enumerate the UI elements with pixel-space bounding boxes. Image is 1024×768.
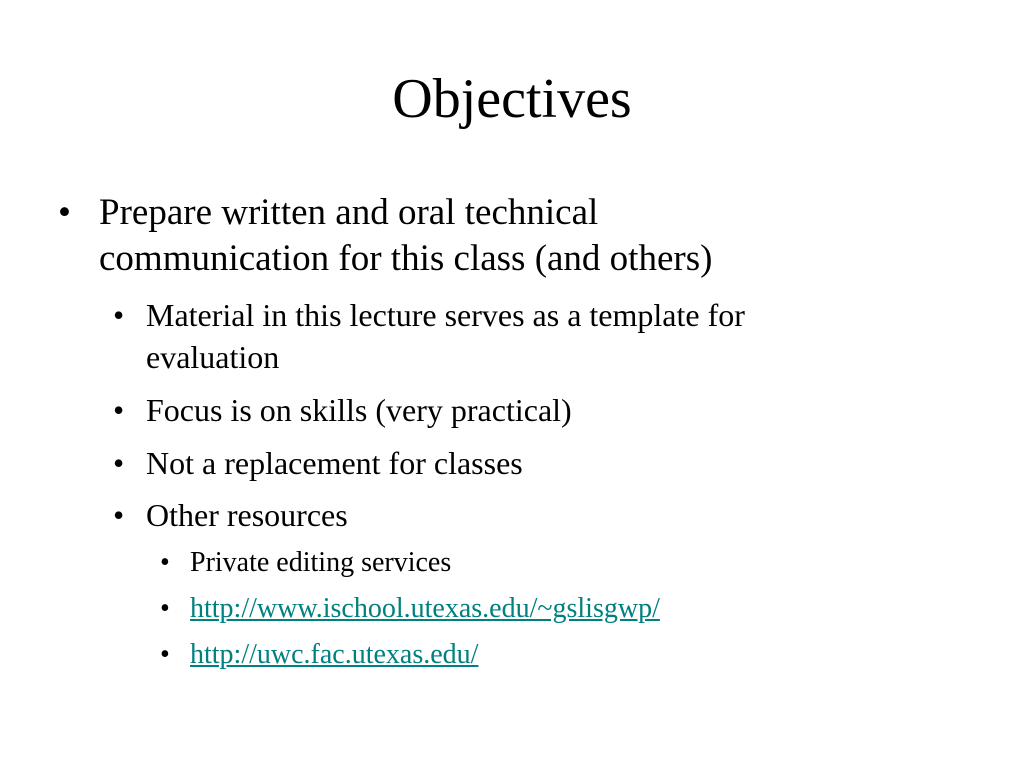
- bullet-marker: •: [113, 445, 125, 481]
- bullet-marker: •: [160, 639, 170, 670]
- resource-link-uwc[interactable]: http://uwc.fac.utexas.edu/: [190, 639, 479, 670]
- bullet-marker: •: [113, 297, 125, 333]
- resource-link-gslisgwp[interactable]: http://www.ischool.utexas.edu/~gslisgwp/: [190, 593, 660, 624]
- bullet-marker: •: [160, 593, 170, 624]
- bullet-marker: •: [58, 192, 71, 233]
- bullet-marker: •: [113, 497, 125, 533]
- sub-sub-bullet-text: Private editing services: [190, 547, 452, 578]
- bullet-marker: •: [160, 547, 170, 578]
- bullet-text-line: communication for this class (and others): [99, 238, 713, 279]
- bullet-text-line: Prepare written and oral technical: [99, 192, 599, 233]
- sub-bullet-text-line: Focus is on skills (very practical): [146, 392, 572, 428]
- sub-bullet-text-line: Material in this lecture serves as a template for: [146, 297, 745, 333]
- sub-bullet-text-line: Not a replacement for classes: [146, 445, 523, 481]
- bullet-marker: •: [113, 392, 125, 428]
- sub-bullet-text-line: evaluation: [146, 339, 280, 375]
- slide-title: Objectives: [392, 68, 632, 130]
- sub-bullet-text-line: Other resources: [146, 497, 348, 533]
